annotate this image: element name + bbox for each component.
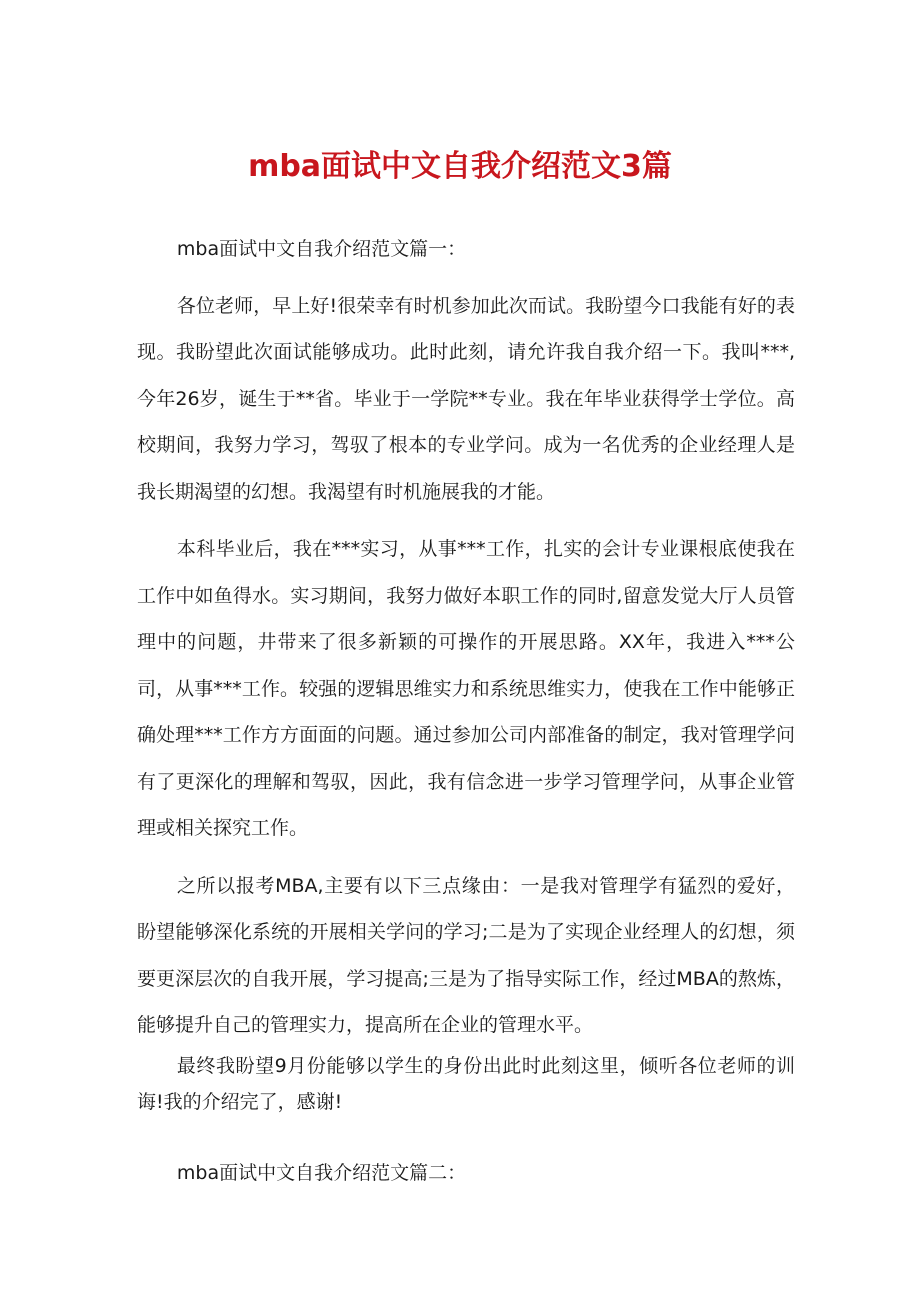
document-body	[137, 226, 795, 1206]
document-title: mba面试中文自我介绍范文3篇	[248, 149, 672, 184]
section-heading-1: mba面试中文自我介绍范文篇一：	[176, 238, 467, 260]
paragraph-4: 最终我盼望9月份能够以学生的身份出此时此刻这里，倾听各位老师的训诲!我的介绍完了，感谢!	[137, 1054, 795, 1113]
paragraph-1: 各位老师，早上好!很荣幸有时机参加此次而试。我盼望今口我能有好的表现。我盼望此次面试能够成功。此时此刻，请允许我自我介绍一下。我叫***,今年26岁，诞生于**省。毕业于一学院**专业。我在年毕业获得学士学位。高校期间，我努力学习，驾驭了根本的专业学问。成为一名优秀的企业经理人是我长期渴望的幻想。我渴望有时机施展我的才能。	[137, 294, 795, 503]
paragraph-2: 本科毕业后，我在***实习，从事***工作，扎实的会计专业课根底使我在工作中如鱼得水。实习期间，我努力做好本职工作的同时,留意发觉大厅人员管理中的问题，井带来了很多新颖的可操作的开展思路。XX年，我进入***公司，从事***工作。较强的逻辑思维实力和系统思维实力，使我在工作中能够正确处理***工作方方面面的问题。通过参加公司内部准备的制定，我对管理学问有了更深化的理解和驾驭，因此，我有信念进一步学习管理学问，从事企业管理或相关探究工作。	[137, 538, 795, 839]
section-heading-2: mba面试中文自我介绍范文篇二：	[176, 1161, 467, 1184]
paragraph-3: 之所以报考MBA,主要有以下三点缘由：一是我对管理学有猛烈的爱好，盼望能够深化系统的开展相关学问的学习;二是为了实现企业经理人的幻想，须要更深层次的自我开展，学习提高;三是为了指导实际工作，经过MBA的熬炼，能够提升自己的管理实力，提高所在企业的管理水平。	[137, 874, 795, 1036]
